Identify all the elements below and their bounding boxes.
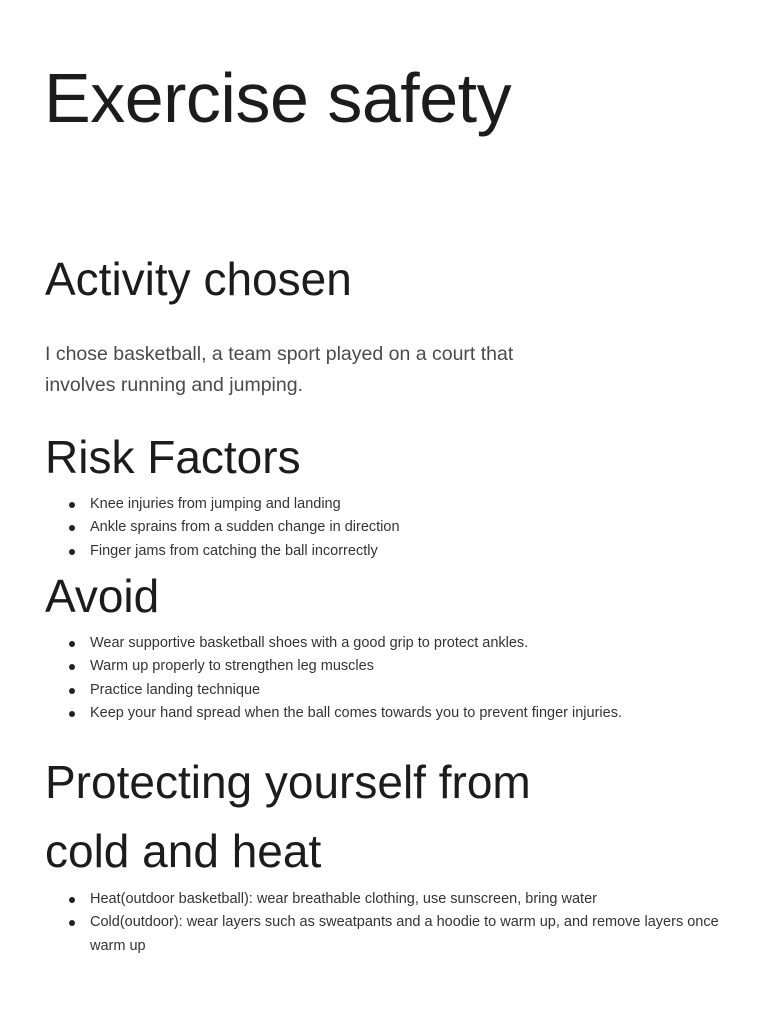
activity-heading: Activity chosen bbox=[45, 253, 352, 305]
activity-paragraph: I chose basketball, a team sport played on a court that involves running and jumping. bbox=[45, 343, 514, 396]
list-item: Keep your hand spread when the ball comes towards you to prevent finger injuries. bbox=[45, 702, 725, 725]
avoid-heading: Avoid bbox=[45, 570, 160, 622]
list-item: Knee injuries from jumping and landing bbox=[45, 493, 725, 516]
risk-factors-list bbox=[45, 493, 725, 563]
list-item: Ankle sprains from a sudden change in direction bbox=[45, 516, 725, 539]
list-item: Cold(outdoor): wear layers such as sweatpants and a hoodie to warm up, and remove layers once warm up bbox=[45, 911, 725, 958]
list-item: Wear supportive basketball shoes with a good grip to protect ankles. bbox=[45, 632, 725, 655]
avoid-list bbox=[45, 632, 725, 725]
page-title: Exercise safety bbox=[44, 59, 512, 137]
list-item: Heat(outdoor basketball): wear breathable clothing, use sunscreen, bring water bbox=[45, 888, 725, 911]
list-item: Finger jams from catching the ball incorrectly bbox=[45, 540, 725, 563]
risk-factors-heading: Risk Factors bbox=[45, 431, 301, 483]
protecting-list bbox=[45, 888, 725, 958]
protecting-heading-line1: Protecting yourself from bbox=[45, 756, 531, 808]
list-item: Warm up properly to strengthen leg muscles bbox=[45, 655, 725, 678]
protecting-heading-line2: cold and heat bbox=[45, 825, 322, 877]
list-item: Practice landing technique bbox=[45, 679, 725, 702]
